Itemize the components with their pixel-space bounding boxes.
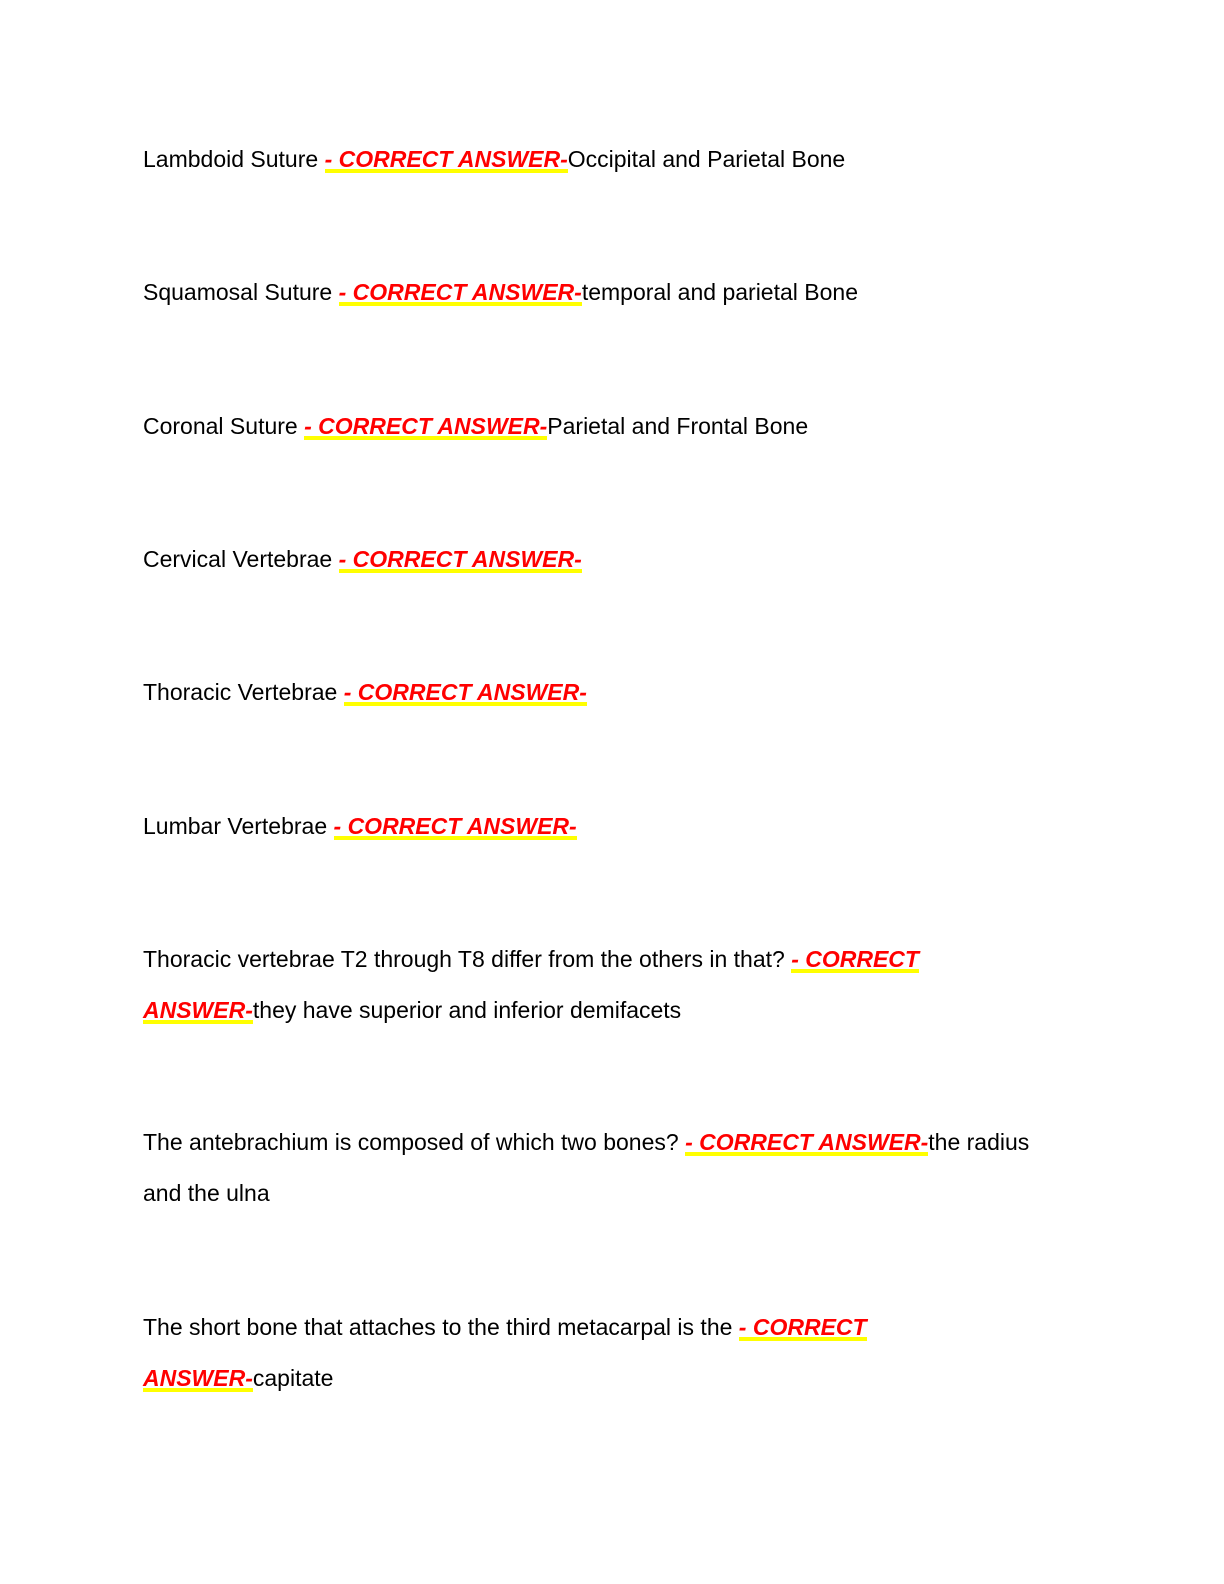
correct-answer-marker: - CORRECT ANSWER- bbox=[343, 679, 587, 705]
correct-answer-marker: - CORRECT ANSWER- bbox=[333, 813, 577, 839]
answer-text: they have superior and inferior demifacets bbox=[252, 997, 682, 1023]
correct-answer-marker: - CORRECT ANSWER- bbox=[685, 1129, 929, 1155]
qa-item-coronal-suture bbox=[143, 401, 1073, 452]
correct-answer-marker: - CORRECT ANSWER- bbox=[143, 1314, 867, 1391]
question-text: Thoracic Vertebrae bbox=[143, 679, 338, 705]
question-text: The antebrachium is composed of which two bones? bbox=[143, 1129, 679, 1155]
qa-item-thoracic-t2-t8 bbox=[143, 934, 1023, 1036]
question-text: Coronal Suture bbox=[143, 413, 298, 439]
qa-item-squamosal-suture bbox=[143, 267, 1073, 318]
qa-item-cervical-vertebrae bbox=[143, 534, 1073, 585]
correct-answer-marker: - CORRECT ANSWER- bbox=[324, 146, 568, 172]
answer-text: Occipital and Parietal Bone bbox=[567, 146, 846, 172]
question-text: Lambdoid Suture bbox=[143, 146, 319, 172]
answer-text: Parietal and Frontal Bone bbox=[547, 413, 809, 439]
answer-text: capitate bbox=[252, 1365, 334, 1391]
question-text: The short bone that attaches to the third metacarpal is the bbox=[143, 1314, 733, 1340]
answer-text: temporal and parietal Bone bbox=[581, 279, 858, 305]
qa-item-thoracic-vertebrae bbox=[143, 667, 1073, 718]
correct-answer-marker: - CORRECT ANSWER- bbox=[143, 946, 919, 1023]
qa-item-lambdoid-suture bbox=[143, 134, 1073, 185]
answer-text: the radius and the ulna bbox=[143, 1129, 1030, 1206]
question-text: Lumbar Vertebrae bbox=[143, 813, 328, 839]
question-text: Thoracic vertebrae T2 through T8 differ from the others in that? bbox=[143, 946, 785, 972]
correct-answer-marker: - CORRECT ANSWER- bbox=[338, 546, 582, 572]
qa-item-third-metacarpal bbox=[143, 1302, 963, 1404]
correct-answer-marker: - CORRECT ANSWER- bbox=[304, 413, 548, 439]
question-text: Squamosal Suture bbox=[143, 279, 333, 305]
question-text: Cervical Vertebrae bbox=[143, 546, 333, 572]
qa-item-lumbar-vertebrae bbox=[143, 801, 1073, 852]
correct-answer-marker: - CORRECT ANSWER- bbox=[338, 279, 582, 305]
qa-item-antebrachium bbox=[143, 1117, 1068, 1219]
